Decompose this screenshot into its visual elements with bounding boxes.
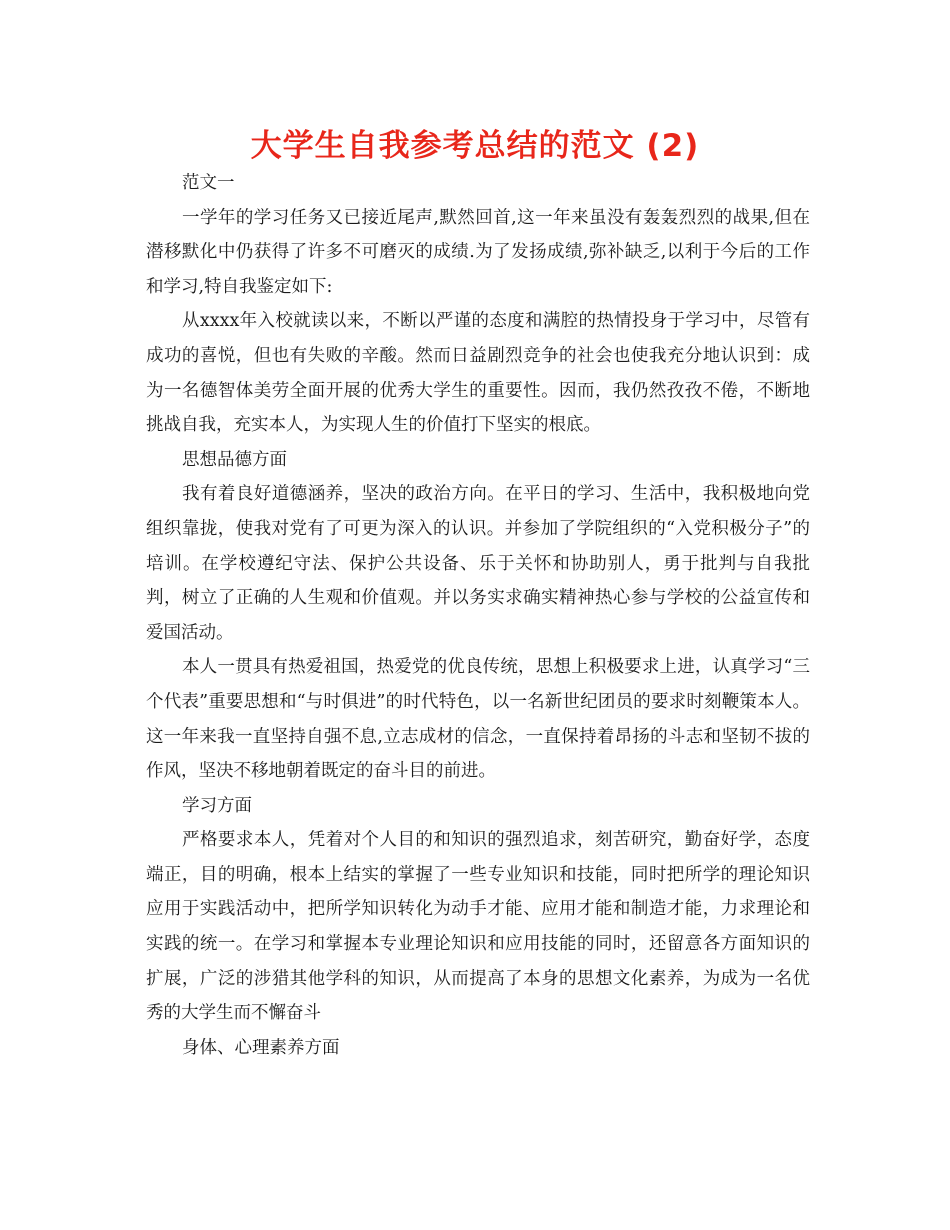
paragraph: 一学年的学习任务又已接近尾声,默然回首,这一年来虽没有轰轰烈烈的战果,但在潜移默化中仍获得了许多不可磨灭的成绩.为了发扬成绩,弥补缺乏,以利于今后的工作和学习,特自我鉴定如下:: [146, 207, 810, 297]
paragraph: 从xxxx年入校就读以来，不断以严谨的态度和满腔的热情投身于学习中，尽管有成功的喜悦，但也有失败的辛酸。然而日益剧烈竞争的社会也使我充分地认识到：成为一名德智体美劳全面开展的优秀大学生的重要性。因而，我仍然孜孜不倦，不断地挑战自我，充实本人，为实现人生的价值打下坚实的根底。: [146, 311, 810, 436]
document-title: 大学生自我参考总结的范文 (2): [250, 128, 700, 164]
section-heading: 范文一: [182, 173, 235, 193]
paragraph: 本人一贯具有热爱祖国，热爱党的优良传统，思想上积极要求上进，认真学习“三个代表”重要思想和“与时俱进”的时代特色，以一名新世纪团员的要求时刻鞭策本人。这一年来我一直坚持自强不息,立志成材的信念，一直保持着昂扬的斗志和坚韧不拔的作风，坚决不移地朝着既定的奋斗目的前进。: [146, 657, 810, 782]
section-heading: 身体、心理素养方面: [182, 1037, 340, 1058]
paragraph: 我有着良好道德涵养，坚决的政治方向。在平日的学习、生活中，我积极地向党组织靠拢，使我对党有了可更为深入的认识。并参加了学院组织的“入党积极分子”的培训。在学校遵纪守法、保护公共设备、乐于关怀和协助别人，勇于批判与自我批判，树立了正确的人生观和价值观。并以务实求确实精神热心参与学校的公益宣传和爱国活动。: [146, 484, 810, 643]
paragraph: 严格要求本人，凭着对个人目的和知识的强烈追求，刻苦研究，勤奋好学，态度端正，目的明确，根本上结实的掌握了一些专业知识和技能，同时把所学的理论知识应用于实践活动中，把所学知识转化为动手才能、应用才能和制造才能，力求理论和实践的统一。在学习和掌握本专业理论知识和应用技能的同时，还留意各方面知识的扩展，广泛的涉猎其他学科的知识，从而提高了本身的思想文化素养，为成为一名优秀的大学生而不懈奋斗: [146, 830, 810, 1024]
section-heading: 学习方面: [182, 795, 252, 816]
section-heading: 思想品德方面: [182, 449, 287, 470]
document-body: [146, 166, 810, 1065]
